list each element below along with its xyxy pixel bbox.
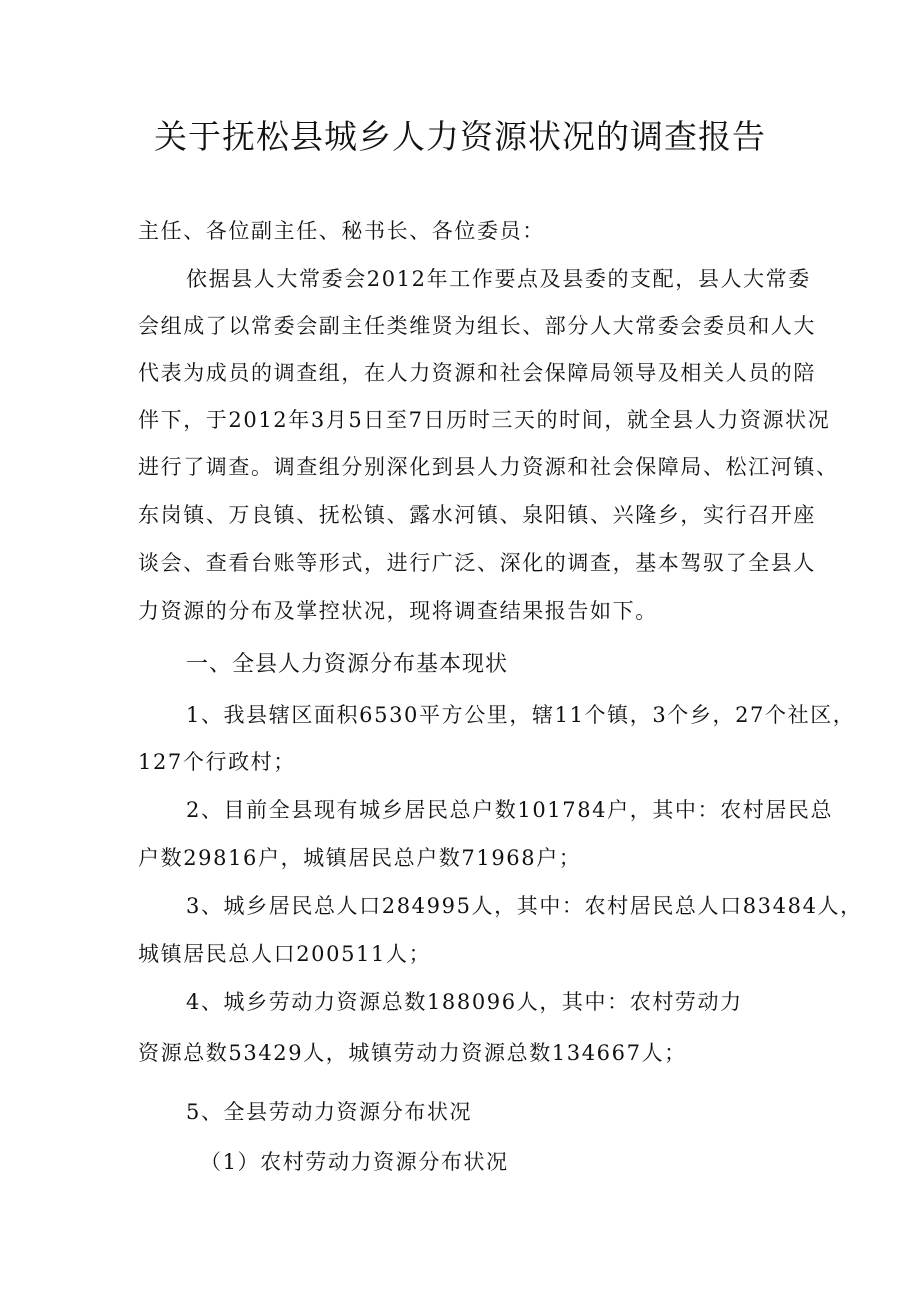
item-4-line-2: 资源总数53429人，城镇劳动力资源总数134667人； (138, 1041, 687, 1065)
intro-line-7: 谈会、查看台账等形式，进行广泛、深化的调查，基本驾驭了全县人 (138, 551, 816, 575)
item-3-line-1: 3、城乡居民总人口284995人，其中：农村居民总人口83484人， (186, 894, 863, 918)
salutation: 主任、各位副主任、秘书长、各位委员： (138, 219, 545, 243)
item-4-line-1: 4、城乡劳动力资源总数188096人，其中：农村劳动力 (186, 990, 743, 1014)
item-1-line-2: 127个行政村； (138, 750, 296, 774)
intro-line-4: 伴下，于2012年3月5日至7日历时三天的时间，就全县人力资源状况 (138, 408, 831, 432)
intro-line-3: 代表为成员的调查组，在人力资源和社会保障局领导及相关人员的陪 (138, 361, 816, 385)
document-title: 关于抚松县城乡人力资源状况的调查报告 (154, 117, 766, 156)
section-heading: 一、全县人力资源分布基本现状 (186, 652, 509, 677)
intro-line-6: 东岗镇、万良镇、抚松镇、露水河镇、泉阳镇、兴隆乡，实行召开座 (138, 503, 816, 527)
item-2-line-2: 户数29816户，城镇居民总户数71968户； (138, 846, 582, 870)
intro-line-8: 力资源的分布及掌控状况，现将调查结果报告如下。 (138, 599, 658, 623)
item-1-line-1: 1、我县辖区面积6530平方公里，辖11个镇，3个乡，27个社区， (186, 703, 856, 727)
item-5: 5、全县劳动力资源分布状况 (186, 1100, 473, 1124)
intro-line-1: 依据县人大常委会2012年工作要点及县委的支配，县人大常委 (186, 267, 811, 291)
item-3-line-2: 城镇居民总人口200511人； (138, 942, 432, 966)
item-2-line-1: 2、目前全县现有城乡居民总户数101784户，其中：农村居民总 (186, 798, 834, 822)
intro-line-5: 进行了调查。调查组分别深化到县人力资源和社会保障局、松江河镇、 (138, 455, 839, 479)
sub-item-1: （1）农村劳动力资源分布状况 (200, 1150, 509, 1174)
intro-line-2: 会组成了以常委会副主任类维贤为组长、部分人大常委会委员和人大 (138, 314, 816, 338)
